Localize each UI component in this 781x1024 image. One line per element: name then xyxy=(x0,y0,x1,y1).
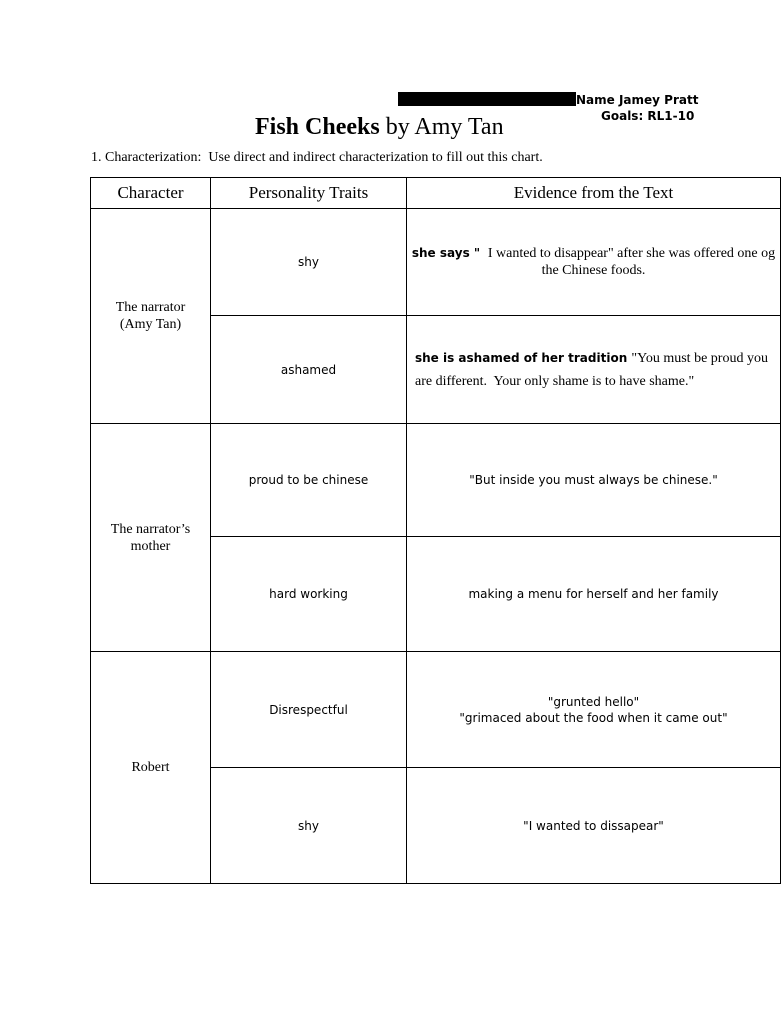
student-name: Name Jamey Pratt xyxy=(576,93,699,107)
table-row xyxy=(91,424,781,537)
character-cell: Robert xyxy=(91,652,211,884)
goals-label: Goals: RL1-10 xyxy=(601,109,695,123)
evidence-line: "grunted hello" xyxy=(547,694,640,709)
evidence-prefix: she says " xyxy=(411,246,485,260)
trait-cell: hard working xyxy=(211,537,407,652)
trait-cell: proud to be chinese xyxy=(211,424,407,537)
table-row xyxy=(91,652,781,768)
trait-cell: Disrespectful xyxy=(211,652,407,768)
evidence-cell: "I wanted to dissapear" xyxy=(407,768,781,884)
evidence-text: "You must be proud you are different. Your only shame is to have shame." xyxy=(415,350,772,389)
title-author: by Amy Tan xyxy=(379,114,504,140)
evidence-cell: "But inside you must always be chinese." xyxy=(407,424,781,537)
header-character: Character xyxy=(91,178,211,209)
character-cell: The narrator (Amy Tan) xyxy=(91,209,211,424)
title-bold: Fish Cheeks xyxy=(255,114,380,140)
trait-cell: shy xyxy=(211,768,407,884)
evidence-prefix: she is ashamed of her tradition xyxy=(415,350,632,365)
evidence-text: I wanted to disappear" after she was offered one og the Chinese foods. xyxy=(484,246,779,278)
instruction-text: 1. Characterization: Use direct and indirect characterization to fill out this chart. xyxy=(91,150,543,165)
trait-cell: ashamed xyxy=(211,316,407,424)
character-cell: The narrator’s mother xyxy=(91,424,211,652)
evidence-cell: making a menu for herself and her family xyxy=(407,537,781,652)
redaction-bar xyxy=(398,92,576,106)
header-evidence: Evidence from the Text xyxy=(407,178,781,209)
page-title xyxy=(255,114,504,141)
evidence-line: "grimaced about the food when it came out" xyxy=(459,710,728,725)
evidence-cell xyxy=(407,209,781,316)
evidence-cell xyxy=(407,652,781,768)
table-row xyxy=(91,209,781,316)
characterization-chart xyxy=(90,177,781,884)
evidence-cell xyxy=(407,316,781,424)
header-row xyxy=(91,178,781,209)
trait-cell: shy xyxy=(211,209,407,316)
header-traits: Personality Traits xyxy=(211,178,407,209)
